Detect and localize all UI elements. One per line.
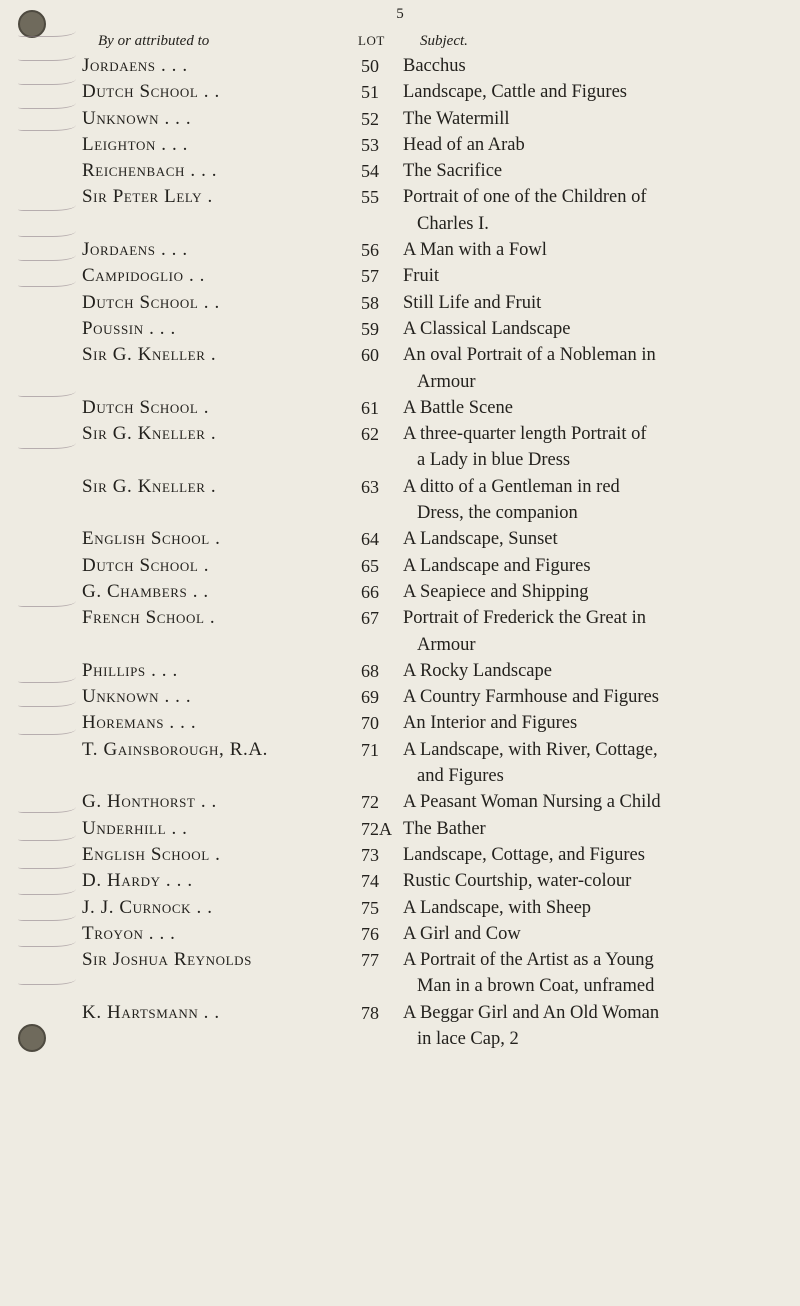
subject-description: [403, 579, 783, 605]
lot-entry: [0, 263, 800, 289]
subject-line: A Landscape, with River, Cottage,: [403, 739, 658, 760]
subject-line: A Peasant Woman Nursing a Child: [403, 792, 661, 813]
lot-entry: [0, 605, 800, 658]
subject-line: Landscape, Cottage, and Figures: [403, 844, 645, 865]
artist-name: Troyon . . .: [82, 922, 176, 944]
subject-line: A Landscape, with Sheep: [403, 897, 592, 918]
subject-line: Charles I.: [417, 213, 489, 234]
lot-entry: [0, 658, 800, 684]
lot-entry: [0, 553, 800, 579]
lot-number: 60: [361, 345, 379, 366]
subject-description: [403, 605, 783, 658]
subject-line: The Sacrifice: [403, 161, 503, 182]
lot-entry: [0, 79, 800, 105]
subject-line: in lace Cap, 2: [417, 1028, 519, 1049]
lot-list: [0, 53, 800, 1052]
subject-line: Landscape, Cattle and Figures: [403, 82, 627, 103]
artist-name: Reichenbach . . .: [82, 160, 218, 182]
subject-line: A Portrait of the Artist as a Young: [403, 950, 654, 971]
lot-entry: [0, 868, 800, 894]
artist-name: English School .: [82, 843, 221, 865]
artist-name: J. J. Curnock . .: [82, 896, 213, 918]
subject-line: Bacchus: [403, 56, 466, 76]
lot-entry: [0, 579, 800, 605]
subject-description: [403, 421, 783, 474]
lot-number: 66: [361, 581, 379, 602]
subject-line: Portrait of Frederick the Great in: [403, 608, 646, 629]
artist-name: Horemans . . .: [82, 712, 197, 734]
artist-name: English School .: [82, 528, 221, 550]
lot-entry: [0, 526, 800, 552]
subject-description: [403, 474, 783, 527]
subject-line: A Seapiece and Shipping: [403, 581, 589, 602]
subject-description: [403, 658, 783, 684]
lot-number: 68: [361, 660, 379, 681]
page-number: 5: [396, 6, 404, 22]
lot-number: 50: [361, 56, 379, 76]
lot-entry: [0, 395, 800, 421]
lot-entry: [0, 1000, 800, 1053]
artist-name: Leighton . . .: [82, 133, 189, 155]
lot-entry: [0, 947, 800, 1000]
subject-line: Rustic Courtship, water-colour: [403, 871, 632, 892]
subject-description: [403, 710, 783, 736]
artist-name: G. Chambers . .: [82, 580, 209, 602]
lot-entry: [0, 816, 800, 842]
lot-number: 73: [361, 844, 379, 865]
artist-name: Jordaens . . .: [82, 55, 188, 76]
subject-line: Armour: [417, 634, 476, 655]
artist-name: Poussin . . .: [82, 317, 176, 339]
lot-entry: [0, 106, 800, 132]
subject-line: A Girl and Cow: [403, 923, 521, 944]
subject-line: A Beggar Girl and An Old Woman: [403, 1002, 660, 1023]
lot-number: 65: [361, 555, 379, 576]
subject-line: A Classical Landscape: [403, 318, 571, 339]
artist-name: Dutch School . .: [82, 81, 220, 103]
subject-description: [403, 868, 783, 894]
subject-description: [403, 342, 783, 395]
lot-number: 72: [361, 792, 379, 813]
subject-line: A Landscape, Sunset: [403, 529, 558, 550]
artist-name: Underhill . .: [82, 817, 188, 839]
lot-entry: [0, 842, 800, 868]
lot-entry: [0, 789, 800, 815]
subject-description: [403, 395, 783, 421]
artist-name: Dutch School .: [82, 554, 210, 576]
subject-line: A Battle Scene: [403, 397, 513, 418]
artist-name: K. Hartsmann . .: [82, 1001, 220, 1023]
subject-description: [403, 684, 783, 710]
artist-name: Sir Peter Lely .: [82, 186, 213, 208]
subject-description: [403, 132, 783, 158]
subject-line: Man in a brown Coat, unframed: [417, 976, 655, 997]
subject-description: [403, 1000, 783, 1053]
artist-name: Sir Joshua Reynolds: [82, 949, 252, 971]
subject-line: Still Life and Fruit: [403, 292, 542, 313]
lot-number: 70: [361, 713, 379, 734]
lot-entry: [0, 184, 800, 237]
artist-name: D. Hardy . . .: [82, 870, 193, 892]
header-subject: Subject.: [420, 33, 468, 49]
subject-line: and Figures: [417, 766, 504, 787]
subject-description: [403, 553, 783, 579]
subject-description: [403, 106, 783, 132]
lot-number: 71: [361, 739, 379, 760]
handwritten-note: [18, 22, 76, 37]
lot-entry: [0, 895, 800, 921]
lot-number: 63: [361, 476, 379, 497]
lot-entry: [0, 684, 800, 710]
artist-name: Unknown . . .: [82, 686, 192, 708]
artist-name: Sir G. Kneller .: [82, 423, 217, 445]
lot-number: 78: [361, 1002, 379, 1023]
lot-number: 62: [361, 424, 379, 445]
subject-description: [403, 895, 783, 921]
subject-line: A three-quarter length Portrait of: [403, 424, 647, 445]
subject-line: Fruit: [403, 266, 439, 287]
subject-line: A Man with a Fowl: [403, 240, 547, 261]
lot-entry: [0, 921, 800, 947]
subject-line: The Watermill: [403, 108, 510, 129]
lot-entry: [0, 237, 800, 263]
lot-entry: [0, 316, 800, 342]
subject-line: A Rocky Landscape: [403, 660, 552, 681]
subject-description: [403, 816, 783, 842]
lot-number: 75: [361, 897, 379, 918]
subject-line: The Bather: [403, 818, 486, 839]
lot-number: 53: [361, 134, 379, 155]
subject-line: Head of an Arab: [403, 134, 525, 155]
artist-name: Campidoglio . .: [82, 265, 206, 287]
subject-line: An Interior and Figures: [403, 713, 578, 734]
lot-number: 57: [361, 266, 379, 287]
header-lot: LOT: [358, 33, 385, 48]
subject-line: Portrait of one of the Children of: [403, 187, 647, 208]
subject-description: [403, 737, 783, 790]
artist-name: Sir G. Kneller .: [82, 475, 217, 497]
subject-line: A Country Farmhouse and Figures: [403, 687, 659, 708]
subject-description: [403, 526, 783, 552]
lot-number: 69: [361, 687, 379, 708]
lot-number: 52: [361, 108, 379, 129]
subject-description: [403, 316, 783, 342]
subject-description: [403, 263, 783, 289]
subject-description: [403, 79, 783, 105]
subject-description: [403, 290, 783, 316]
artist-name: T. Gainsborough, R.A.: [82, 738, 269, 760]
lot-entry: [0, 710, 800, 736]
lot-number: 64: [361, 529, 379, 550]
subject-line: A Landscape and Figures: [403, 555, 591, 576]
lot-entry: [0, 158, 800, 184]
subject-line: Dress, the companion: [417, 503, 578, 524]
artist-name: Phillips . . .: [82, 659, 178, 681]
lot-entry: [0, 132, 800, 158]
lot-number: 61: [361, 397, 379, 418]
artist-name: Unknown . . .: [82, 107, 192, 129]
subject-description: [403, 789, 783, 815]
lot-number: 55: [361, 187, 379, 208]
artist-name: Sir G. Kneller .: [82, 344, 217, 366]
artist-name: French School .: [82, 607, 216, 629]
lot-number: 51: [361, 82, 379, 103]
lot-entry: [0, 737, 800, 790]
artist-name: Dutch School .: [82, 396, 210, 418]
artist-name: Dutch School . .: [82, 291, 220, 313]
subject-line: Armour: [417, 371, 476, 392]
subject-description: [403, 53, 783, 79]
subject-description: [403, 947, 783, 1000]
lot-number: 74: [361, 871, 379, 892]
lot-entry: [0, 421, 800, 474]
lot-number: 56: [361, 240, 379, 261]
subject-description: [403, 237, 783, 263]
lot-number: 59: [361, 318, 379, 339]
subject-line: A ditto of a Gentleman in red: [403, 476, 620, 497]
lot-entry: [0, 53, 800, 79]
lot-entry: [0, 474, 800, 527]
header-artist: By or attributed to: [98, 33, 210, 49]
subject-description: [403, 842, 783, 868]
subject-description: [403, 158, 783, 184]
lot-entry: [0, 290, 800, 316]
subject-description: [403, 921, 783, 947]
lot-entry: [0, 342, 800, 395]
artist-name: Jordaens . . .: [82, 239, 188, 261]
artist-name: G. Honthorst . .: [82, 791, 217, 813]
lot-number: 72A: [361, 818, 392, 839]
lot-number: 54: [361, 161, 379, 182]
lot-number: 67: [361, 608, 379, 629]
subject-line: An oval Portrait of a Nobleman in: [403, 345, 656, 366]
subject-description: [403, 184, 783, 237]
subject-line: a Lady in blue Dress: [417, 450, 571, 471]
lot-number: 58: [361, 292, 379, 313]
lot-number: 76: [361, 923, 379, 944]
lot-number: 77: [361, 950, 379, 971]
